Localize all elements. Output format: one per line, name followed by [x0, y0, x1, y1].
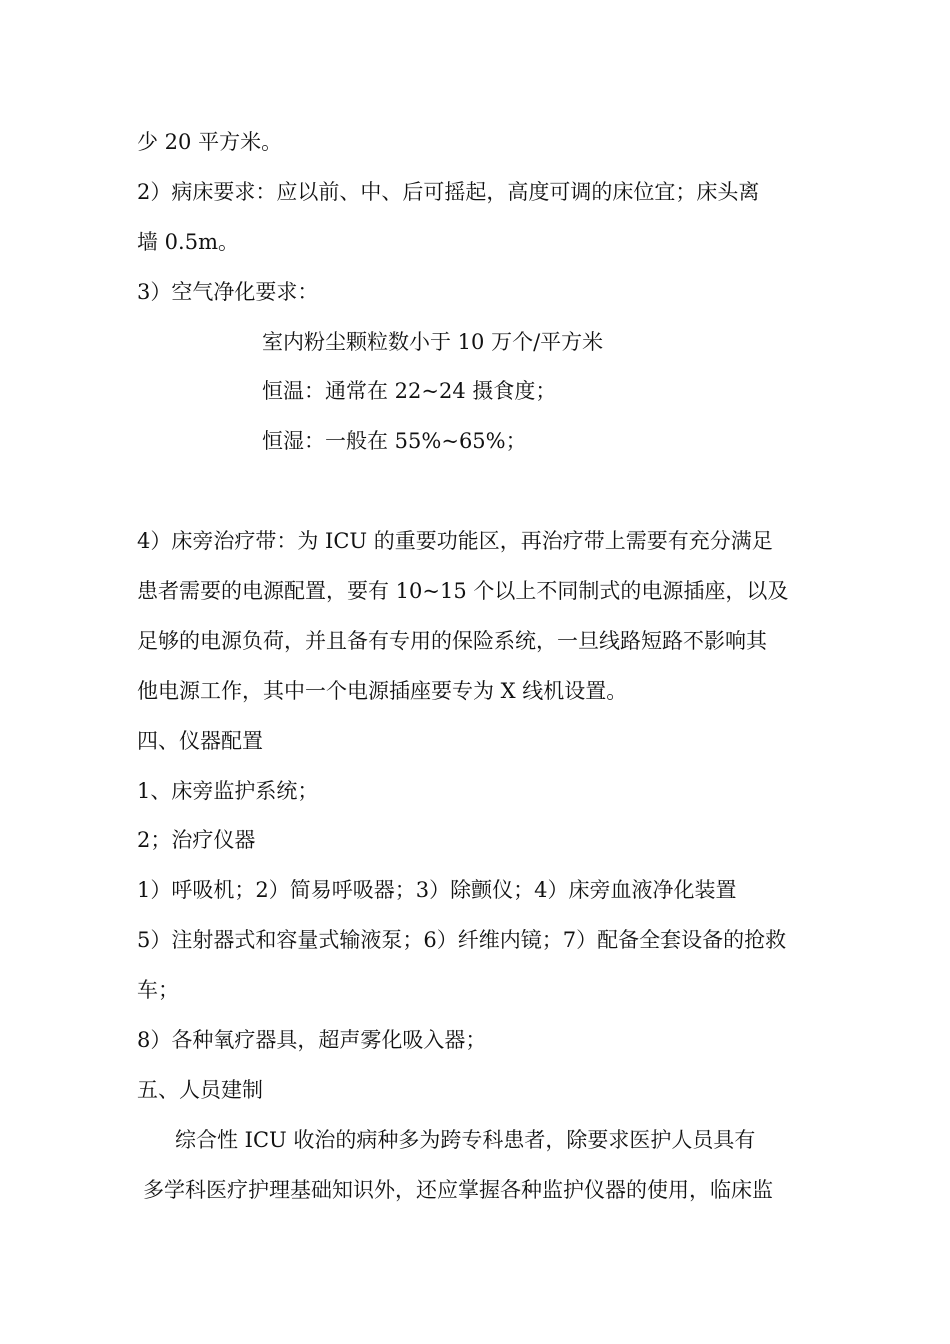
text-line: 2；治疗仪器 [137, 828, 256, 852]
text-line: 患者需要的电源配置，要有 10~15 个以上不同制式的电源插座，以及 [137, 579, 789, 603]
text-line: 车； [137, 978, 179, 1002]
text-line: 综合性 ICU 收治的病种多为跨专科患者，除要求医护人员具有 [175, 1128, 756, 1152]
section-heading: 四、仪器配置 [137, 729, 263, 753]
text-line: 3）空气净化要求： [137, 280, 319, 304]
text-line: 1、床旁监护系统； [137, 779, 319, 803]
text-line: 足够的电源负荷，并且备有专用的保险系统，一旦线路短路不影响其 [137, 629, 767, 653]
text-line: 墙 0.5m。 [137, 230, 239, 254]
text-line: 1）呼吸机；2）简易呼吸器；3）除颤仪；4）床旁血液净化装置 [137, 878, 737, 902]
text-line: 5）注射器式和容量式输液泵；6）纤维内镜；7）配备全套设备的抢救 [137, 928, 787, 952]
text-line: 恒湿：一般在 55%~65%； [262, 429, 527, 453]
section-heading: 五、人员建制 [137, 1078, 263, 1102]
text-line: 多学科医疗护理基础知识外，还应掌握各种监护仪器的使用，临床监 [143, 1178, 773, 1202]
text-line: 恒温：通常在 22~24 摄食度； [262, 379, 557, 403]
text-line: 他电源工作，其中一个电源插座要专为 X 线机设置。 [137, 679, 628, 703]
text-line: 2）病床要求：应以前、中、后可摇起，高度可调的床位宜；床头离 [137, 180, 760, 204]
text-line: 8）各种氧疗器具，超声雾化吸入器； [137, 1028, 487, 1052]
text-line: 少 20 平方米。 [137, 130, 283, 154]
text-line: 室内粉尘颗粒数小于 10 万个/平方米 [262, 330, 604, 354]
text-line: 4）床旁治疗带：为 ICU 的重要功能区，再治疗带上需要有充分满足 [137, 529, 773, 553]
